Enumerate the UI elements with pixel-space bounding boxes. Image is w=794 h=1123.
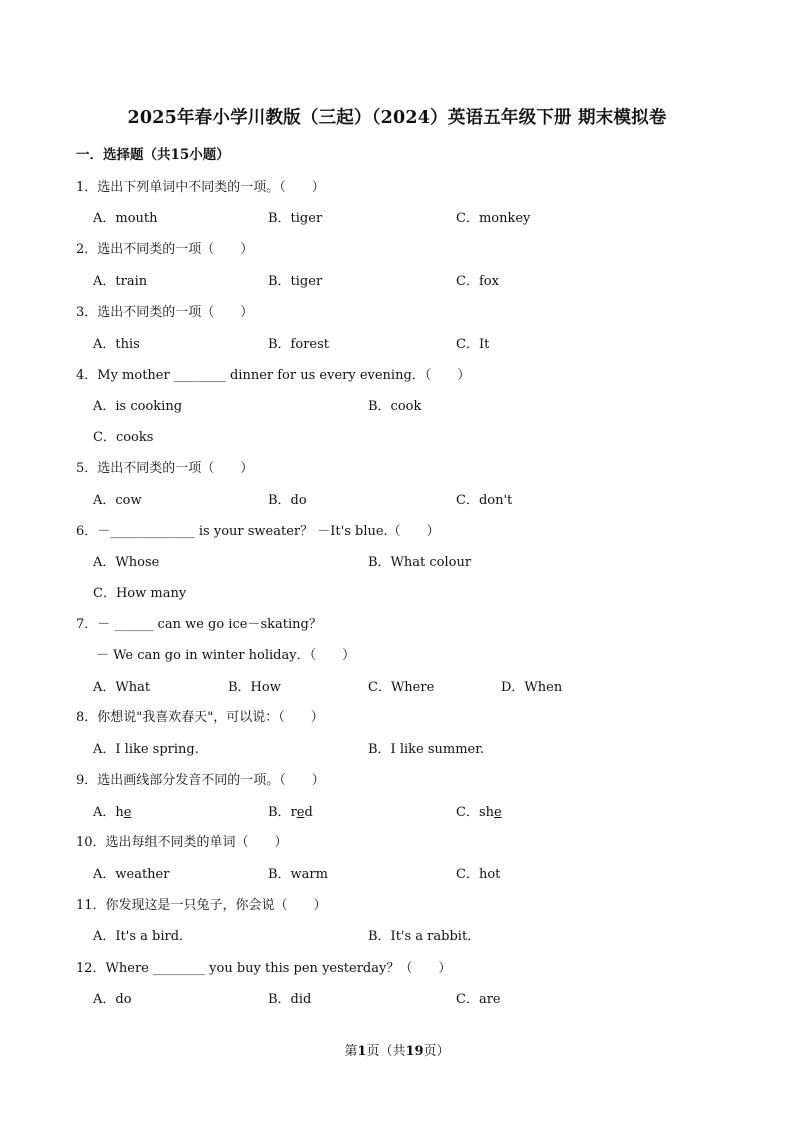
q2-option-a[interactable]: A．train <box>93 274 148 289</box>
q8-option-a[interactable]: A．I like spring. <box>93 742 199 757</box>
q3-option-b[interactable]: B．forest <box>268 337 329 352</box>
q1-option-b[interactable]: B．tiger <box>268 211 323 226</box>
question-8-stem: 8．你想说"我喜欢春天"，可以说：（ ） <box>76 710 324 725</box>
q9-option-a-label: A． <box>93 805 116 820</box>
question-5-stem: 5．选出不同类的一项（ ） <box>76 461 254 476</box>
footer-mid: 页（共 <box>366 1044 406 1059</box>
footer-total-pages: 19 <box>405 1044 424 1059</box>
q12-option-c[interactable]: C．are <box>456 992 501 1007</box>
q9-option-a[interactable] <box>93 801 131 820</box>
q9-option-c-pre: sh <box>478 805 494 820</box>
q12-option-a[interactable]: A．do <box>93 992 132 1007</box>
q2-option-c[interactable]: C．fox <box>456 274 499 289</box>
question-2-stem: 2．选出不同类的一项（ ） <box>76 242 254 257</box>
q7-option-c[interactable]: C．Where <box>368 680 435 695</box>
q9-option-c-label: C． <box>456 805 479 820</box>
question-6-stem: 6．－_____________ is your sweater？ －It's blue.（ ） <box>76 524 440 539</box>
footer-post: 页） <box>423 1044 450 1059</box>
q9-option-b-underlined: e <box>296 805 305 820</box>
footer-pre: 第 <box>344 1044 358 1059</box>
q9-option-a-pre: h <box>115 805 124 820</box>
q7-option-d[interactable]: D．When <box>501 680 563 695</box>
q11-option-a[interactable]: A．It's a bird． <box>93 929 193 944</box>
q5-option-a[interactable]: A．cow <box>93 493 142 508</box>
question-3-stem: 3．选出不同类的一项（ ） <box>76 305 254 320</box>
q5-option-b[interactable]: B．do <box>268 493 307 508</box>
q11-option-b[interactable]: B．It's a rabbit． <box>368 929 481 944</box>
question-7-response: － We can go in winter holiday．（ ） <box>96 648 356 663</box>
q8-option-b[interactable]: B．I like summer. <box>368 742 485 757</box>
q9-option-a-underlined: e <box>123 805 132 820</box>
q3-option-a[interactable]: A．this <box>93 337 140 352</box>
page-title: 2025年春小学川教版（三起）（2024）英语五年级下册 期末模拟卷 <box>127 108 667 128</box>
q4-option-b[interactable]: B．cook <box>368 399 422 414</box>
question-1-stem: 1．选出下列单词中不同类的一项。（ ） <box>76 180 325 195</box>
q12-option-b[interactable]: B．did <box>268 992 312 1007</box>
q3-option-c[interactable]: C．It <box>456 337 490 352</box>
q7-option-a[interactable]: A．What <box>93 680 151 695</box>
q2-option-b[interactable]: B．tiger <box>268 274 323 289</box>
q9-option-b-pre: r <box>290 805 297 820</box>
q9-option-c-underlined: e <box>494 805 502 820</box>
q1-option-c[interactable]: C．monkey <box>456 211 531 226</box>
q1-option-a[interactable]: A．mouth <box>93 211 158 226</box>
q4-option-a[interactable]: A．is cooking <box>93 399 183 414</box>
q7-option-b[interactable]: B．How <box>228 680 281 695</box>
question-12-stem: 12．Where ________ you buy this pen yesterday？（ ） <box>76 961 452 976</box>
q5-option-c[interactable]: C．don't <box>456 493 513 508</box>
q10-option-b[interactable]: B．warm <box>268 867 328 882</box>
q4-option-c[interactable]: C．cooks <box>93 430 154 445</box>
page-footer <box>0 1040 794 1059</box>
q9-option-b[interactable] <box>268 801 313 820</box>
q9-option-b-label: B． <box>268 805 291 820</box>
question-7-stem: 7．－ ______ can we go ice－skating？ <box>76 617 322 632</box>
section-heading: 一．选择题（共15小题） <box>76 147 230 163</box>
q6-option-b[interactable]: B．What colour <box>368 555 472 570</box>
question-4-stem: 4．My mother ________ dinner for us every evening．（ ） <box>76 368 471 383</box>
q9-option-b-post: d <box>304 805 313 820</box>
q10-option-c[interactable]: C．hot <box>456 867 501 882</box>
question-11-stem: 11．你发现这是一只兔子，你会说（ ） <box>76 898 327 913</box>
q10-option-a[interactable]: A．weather <box>93 867 170 882</box>
q6-option-c[interactable]: C．How many <box>93 586 187 601</box>
question-9-stem: 9．选出画线部分发音不同的一项。（ ） <box>76 773 325 788</box>
q9-option-c[interactable] <box>456 801 502 820</box>
question-10-stem: 10．选出每组不同类的单词（ ） <box>76 835 288 850</box>
footer-page-number: 1 <box>357 1044 367 1059</box>
q6-option-a[interactable]: A．Whose <box>93 555 160 570</box>
